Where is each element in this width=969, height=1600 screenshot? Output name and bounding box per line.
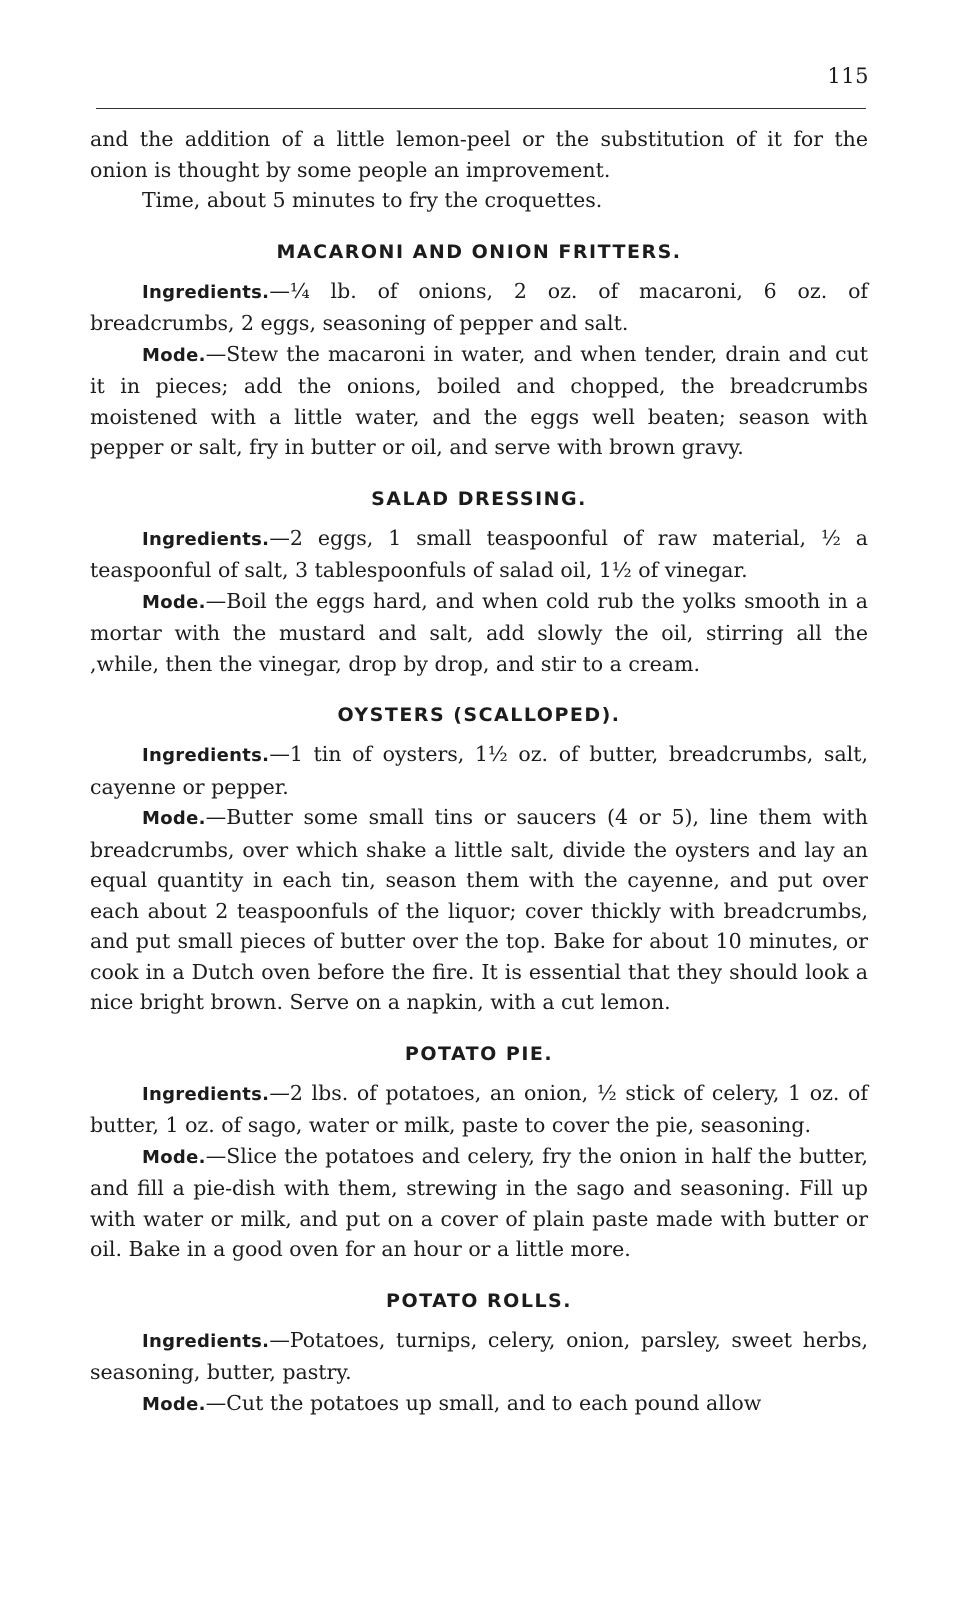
- ingredients-text: —2 eggs, 1 small teaspoonful of raw material, ½ a teaspoonful of salt, 3 tablespoonfuls of salad oil, 1½ of vinegar.: [90, 525, 868, 582]
- ingredients-label: Ingredients.: [142, 281, 270, 303]
- mode-text: —Slice the potatoes and celery, fry the onion in half the butter, and fill a pie-dish with them, strewing in the sago and seasoning. Fill up with water or milk, and put on a cover of plain paste made with butter or oil. Bake in a good oven for an hour or a little more.: [90, 1143, 868, 1261]
- recipe-mode: [90, 339, 868, 463]
- recipe-ingredients: [90, 739, 868, 802]
- recipe-ingredients: [90, 523, 868, 586]
- page-content: [90, 124, 868, 1420]
- ingredients-label: Ingredients.: [142, 1083, 270, 1105]
- mode-text: —Stew the macaroni in water, and when tender, drain and cut it in pieces; add the onions, boiled and chopped, the breadcrumbs moistened with a little water, and the eggs well beaten; season with pepper or salt, fry in butter or oil, and serve with brown gravy.: [90, 341, 868, 459]
- mode-label: Mode.: [142, 591, 206, 613]
- recipe-ingredients: [90, 276, 868, 339]
- recipe-salad-dressing: [90, 485, 868, 680]
- ingredients-label: Ingredients.: [142, 1330, 270, 1352]
- mode-text: —Cut the potatoes up small, and to each pound allow: [205, 1390, 762, 1415]
- recipe-title: POTATO ROLLS.: [386, 1289, 572, 1312]
- recipe-macaroni-onion-fritters: [90, 238, 868, 463]
- recipe-title: MACARONI AND ONION FRITTERS.: [276, 240, 682, 263]
- mode-label: Mode.: [142, 1393, 206, 1415]
- mode-label: Mode.: [142, 1146, 206, 1168]
- header-rule: [96, 108, 866, 109]
- recipe-oysters-scalloped: [90, 701, 868, 1018]
- recipe-mode: [90, 802, 868, 1018]
- ingredients-label: Ingredients.: [142, 745, 270, 766]
- ingredients-text: —1 tin of oysters, 1½ oz. of butter, breadcrumbs, salt, cayenne or pepper.: [90, 742, 868, 799]
- ingredients-text: —Potatoes, turnips, celery, onion, parsley, sweet herbs, seasoning, butter, pastry.: [90, 1327, 868, 1384]
- mode-text: —Boil the eggs hard, and when cold rub the yolks smooth in a mortar with the mustard and salt, add slowly the oil, stirring all the ,while, then the vinegar, drop by drop, and stir to a cream.: [90, 588, 868, 676]
- mode-label: Mode.: [142, 808, 206, 829]
- recipe-mode: [90, 1388, 868, 1421]
- recipe-title: OYSTERS (SCALLOPED).: [337, 704, 621, 726]
- mode-text: —Butter some small tins or saucers (4 or 5), line them with breadcrumbs, over which shake a little salt, divide the oysters and lay an equal quantity in each tin, season them with the cayenne, and put over each about 2 teaspoonfuls of the liquor; cover thickly with breadcrumbs, and put small pieces of butter over the top. Bake for about 10 minutes, or cook in a Dutch oven before the fire. It is essential that they should look a nice bright brown. Serve on a napkin, with a cut lemon.: [90, 805, 868, 1014]
- mode-label: Mode.: [142, 344, 206, 366]
- recipe-title: SALAD DRESSING.: [371, 487, 587, 510]
- ingredients-label: Ingredients.: [142, 528, 270, 550]
- page-number: 115: [827, 64, 869, 88]
- recipe-title: POTATO PIE.: [404, 1042, 554, 1065]
- recipe-potato-pie: [90, 1040, 868, 1265]
- recipe-mode: [90, 586, 868, 680]
- ingredients-text: —¼ lb. of onions, 2 oz. of macaroni, 6 oz. of breadcrumbs, 2 eggs, seasoning of pepper and salt.: [90, 278, 868, 335]
- cooking-time: Time, about 5 minutes to fry the croquettes.: [142, 188, 603, 212]
- recipe-ingredients: [90, 1078, 868, 1141]
- ingredients-text: —2 lbs. of potatoes, an onion, ½ stick of celery, 1 oz. of butter, 1 oz. of sago, water or milk, paste to cover the pie, seasoning.: [90, 1080, 868, 1137]
- recipe-ingredients: [90, 1325, 868, 1388]
- recipe-potato-rolls: [90, 1287, 868, 1421]
- recipe-mode: [90, 1141, 868, 1265]
- continued-text: and the addition of a little lemon-peel or the substitution of it for the onion is thought by some people an improvement.: [90, 127, 868, 182]
